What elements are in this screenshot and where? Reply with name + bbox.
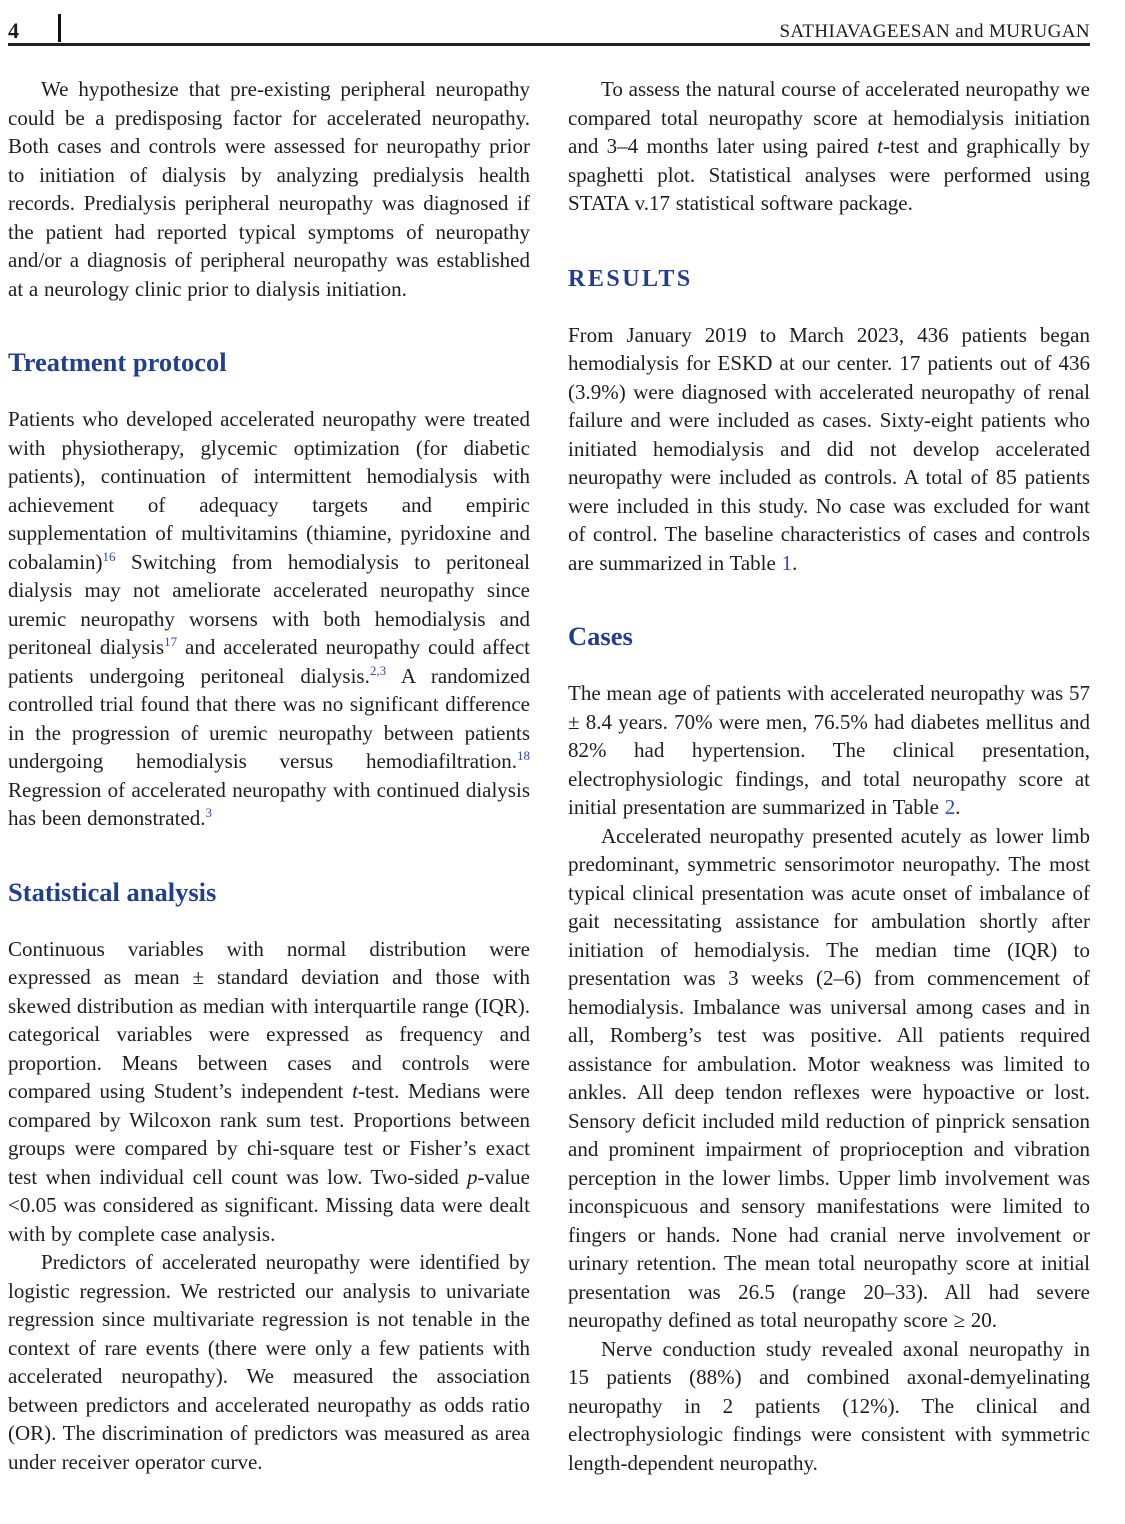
text-run: To assess the natural course of accelerated neuropathy we compared total neuropathy score at hemodialysis initiation and 3–4 months later using paired xyxy=(568,77,1090,158)
text-run: A randomized controlled trial found that there was no significant difference in the progression of uremic neuropathy between patients undergoing hemodialysis versus hemodiafiltration. xyxy=(8,663,530,773)
paragraph-clinical-presentation: Accelerated neuropathy presented acutely as lower limb predominant, symmetric sensorimotor neuropathy. The most typical clinical presentation was acute onset of imbalance of gait necessitating assistance for ambulation shortly after initiation of hemodialysis. The median time (IQR) to presentation was 3 weeks (2–6) from commencement of hemodialysis. Imbalance was universal among cases and in all, Romberg’s test was positive. All patients required assistance for ambulation. Motor weakness was limited to ankles. All deep tendon reflexes were hypoactive or lost. Sensory deficit included mild reduction of pinprick sensation and prominent impairment of proprioception and vibration perception in the lower limbs. Upper limb involvement was inconspicuous and sensory manifestations were limited to fingers or hands. None had cranial nerve involvement or urinary retention. The mean total neuropathy score at initial presentation was 26.5 (range 20–33). All had severe neuropathy defined as total neuropathy score ≥ 20. xyxy=(568,823,1090,1332)
heading-statistical-analysis: Statistical analysis xyxy=(8,876,217,907)
heading-treatment-protocol: Treatment protocol xyxy=(8,347,227,377)
citation-ref[interactable]: 18 xyxy=(516,748,530,763)
paragraph-treatment xyxy=(8,405,530,833)
text-run: -test. Medians were compared by Wilcoxon rank sum test. Proportions between groups were compared by chi-square test or Fisher’s exact test when individual cell count was low. Two-sided xyxy=(8,1079,531,1189)
text-run: Regression of accelerated neuropathy with continued dialysis has been demonstrated. xyxy=(8,777,530,830)
table-link[interactable]: 2 xyxy=(944,795,956,819)
page-number: 4 xyxy=(8,18,19,43)
text-run: and accelerated neuropathy could affect patients undergoing peritoneal dialysis. xyxy=(8,635,530,688)
text-run: -test and graphically by spaghetti plot. Statistical analyses were performed using STATA v.17 statistical software package. xyxy=(568,134,1090,215)
paragraph-predictors: Predictors of accelerated neuropathy were identified by logistic regression. We restricted our analysis to univariate regression since multivariate regression is not tenable in the context of rare events (there were only a few patients with accelerated neuropathy). We measured the association between predictors and accelerated neuropathy as odds ratio (OR). The discrimination of predictors was measured as area under receiver operator curve. xyxy=(8,1250,530,1474)
text-run: . xyxy=(955,795,961,819)
left-column xyxy=(8,75,530,1477)
table-link[interactable]: 1 xyxy=(781,550,793,575)
citation-ref[interactable]: 2,3 xyxy=(369,662,387,678)
text-run: Switching from hemodialysis to peritoneal dialysis may not ameliorate accelerated neuropathy since uremic neuropathy worsens with both hemodialysis and peritoneal dialysis xyxy=(8,549,530,659)
paragraph-natural-course xyxy=(568,75,1090,218)
paragraph-nerve-conduction: Nerve conduction study revealed axonal neuropathy in 15 patients (88%) and combined axonal-demyelinating neuropathy in 2 patients (12%). The clinical and electrophysiologic findings were consistent with symmetric length-dependent neuropathy. xyxy=(568,1336,1090,1475)
italic-text-run: p xyxy=(467,1164,478,1189)
two-column-body xyxy=(8,75,1090,1477)
citation-ref[interactable]: 17 xyxy=(164,634,178,649)
right-column xyxy=(568,75,1090,1477)
text-run: Continuous variables with normal distribution were expressed as mean ± standard deviation and those with skewed distribution as median with interquartile range (IQR). categorical variables were expressed as frequency and proportion. Means between cases and controls were compared using Student’s independent xyxy=(8,936,530,1103)
heading-cases: Cases xyxy=(568,621,633,651)
text-run: -value <0.05 was considered as significant. Missing data were dealt with by complete case analysis. xyxy=(8,1164,530,1246)
text-run: Patients who developed accelerated neuropathy were treated with physiotherapy, glycemic optimization (for diabetic patients), continuation of intermittent hemodialysis with achievement of adequacy targets and empiric supplementation of multivitamins (thiamine, pyridoxine and cobalamin) xyxy=(8,407,530,574)
heading-results: RESULTS xyxy=(568,265,693,292)
running-head: SATHIAVAGEESAN and MURUGAN xyxy=(779,21,1090,42)
header-divider-bar xyxy=(58,14,61,42)
header-left xyxy=(8,14,61,42)
citation-ref[interactable]: 3 xyxy=(205,805,213,820)
citation-ref[interactable]: 16 xyxy=(102,548,116,564)
paragraph-hypothesis: We hypothesize that pre-existing peripheral neuropathy could be a predisposing factor for accelerated neuropathy. Both cases and controls were assessed for neuropathy prior to initiation of dialysis by analyzing predialysis health records. Predialysis peripheral neuropathy was diagnosed if the patient had reported typical symptoms of neuropathy and/or a diagnosis of peripheral neuropathy was established at a neurology clinic prior to dialysis initiation. xyxy=(8,77,530,301)
text-run: From January 2019 to March 2023, 436 patients began hemodialysis for ESKD at our center. 17 patients out of 436 (3.9%) were diagnosed with accelerated neuropathy of renal failure and were included as cases. Sixty-eight patients who initiated hemodialysis and did not develop accelerated neuropathy were included as controls. A total of 85 patients were included in this study. No case was excluded for want of control. The baseline characteristics of cases and controls are summarized in Table xyxy=(568,322,1090,575)
text-run: . xyxy=(792,550,798,575)
text-run: The mean age of patients with accelerated neuropathy was 57 ± 8.4 years. 70% were men, 76.5% had diabetes mellitus and 82% had hypertension. The clinical presentation, electrophysiologic findings, and total neuropathy score at initial presentation are summarized in Table xyxy=(568,681,1090,819)
paragraph-cases-demographics xyxy=(568,679,1090,822)
header-rule xyxy=(8,43,1090,46)
paragraph-statistical xyxy=(8,935,530,1249)
italic-text-run: t xyxy=(877,134,883,158)
paragraph-results-overview xyxy=(568,321,1090,578)
page-header xyxy=(8,12,1090,42)
italic-text-run: t xyxy=(352,1079,358,1103)
